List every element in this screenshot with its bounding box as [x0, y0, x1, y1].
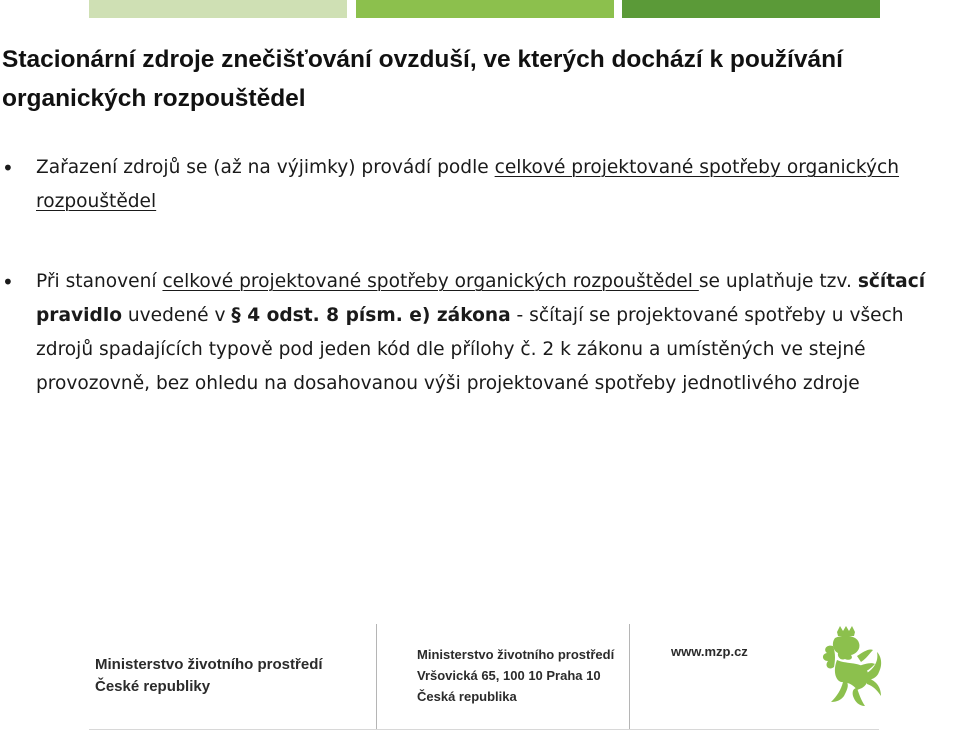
slide-title: Stacionární zdroje znečišťování ovzduší, ve kterých dochází k používání organických rozpouštědel	[2, 46, 843, 112]
top-bar-light	[89, 0, 347, 18]
top-bar-medium	[356, 0, 614, 18]
bullet-1-underlined-term: celkové projektované spotřeby organických rozpouštědel	[36, 157, 900, 212]
address-line-1: Ministerstvo životního prostředí	[417, 647, 615, 662]
footer-bottom-line	[89, 729, 879, 730]
footer-address	[417, 644, 614, 707]
bullet-2-text-4: - sčítají se projektované spotřeby u všech zdrojů spadajících typově pod jeden kód dle přílohy č. 2 k zákonu a umístěných ve stejné provozovně, bez ohledu na dosahovanou výši projektované spotřeby jednotlivého zdroje	[36, 305, 904, 394]
bullet-2-text-3: uvedené v	[121, 305, 232, 326]
bullet-2-text-2: se uplatňuje tzv.	[698, 271, 858, 292]
footer	[89, 620, 879, 730]
footer-divider-2	[629, 624, 630, 729]
bullet-1-text: Zařazení zdrojů se (až na výjimky) provádí podle	[36, 157, 495, 178]
footer-divider-1	[376, 624, 377, 729]
bullet-2-underlined-term: celkové projektované spotřeby organických rozpouštědel	[162, 271, 699, 292]
bullet-2-bold-law-reference: § 4 odst. 8 písm. e) zákona	[231, 305, 511, 326]
address-line-2: Vršovická 65, 100 10 Praha 10	[417, 668, 601, 683]
top-bar-dark	[622, 0, 880, 18]
czech-lion-emblem-icon	[807, 626, 885, 710]
footer-website: www.mzp.cz	[671, 644, 748, 659]
ministry-country: České republiky	[95, 678, 211, 695]
bullet-2-bold-rule: sčítací pravidlo	[36, 271, 926, 326]
address-line-3: Česká republika	[417, 689, 517, 704]
ministry-logo-text	[95, 654, 323, 698]
bullet-item-2	[36, 265, 951, 401]
ministry-name: Ministerstvo životního prostředí	[95, 656, 323, 673]
bullet-item-1	[36, 151, 951, 219]
bullet-2-text-1: Při stanovení	[36, 271, 163, 292]
